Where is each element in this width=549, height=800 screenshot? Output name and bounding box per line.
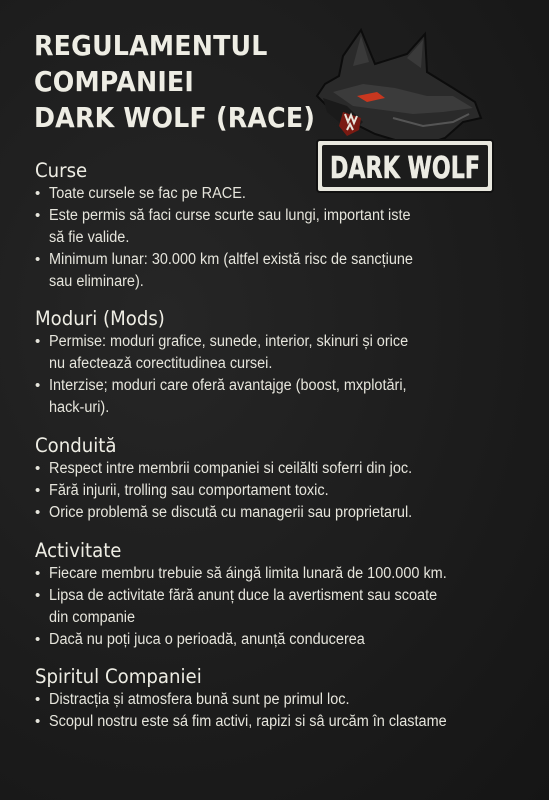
title-line-1: REGULAMENTUL [34,30,268,62]
list-item: • Fără injurii, trolling sau comportament toxic. [35,480,530,502]
list-item-text: Dacă nu poți juca o perioadă, anunță conducerea [49,631,365,648]
list-item: • Orice problemă se discută cu managerii sau proprietarul. [35,502,530,524]
list-item: • Fiecare membru trebuie să áingă limita lunară de 100.000 km. [35,563,530,585]
list-item-text: Distracția și atmosfera bună sunt pe primul loc. [49,691,350,708]
section-heading: Curse [35,159,88,182]
list-item: • Permise: moduri grafice, sunede, interior, skinuri și orice nu afecteazǎ corectitudinea cursei. [35,331,530,375]
list-item-text: Toate cursele se fac pe RACE. [49,185,246,202]
list-item-text: Este permis să faci curse scurte sau lungi, important iste să fie valide. [49,207,411,246]
list-item-text: Permise: moduri grafice, sunede, interior, skinuri și orice nu afecteazǎ corectitudinea cursei. [49,333,409,372]
section-mods [35,306,530,419]
list-item: • Interzise; moduri care oferă avantajge (boost, mxplotări, hack-uri). [35,375,530,419]
list-item-text: Scopul nostru este sá fim activi, rapizi si sâ urcăm în clastame [49,713,447,730]
section-curse [35,158,530,293]
title-line-3: DARK WOLF (RACE) [34,102,316,134]
list-item-text: Orice problemă se discută cu managerii sau proprietarul. [49,504,413,521]
section-conduita [35,433,530,524]
list-item-text: Interzise; moduri care oferă avantajge (boost, mxplotări, hack-uri). [49,377,407,416]
list-item-text: Fiecare membru trebuie să áingă limita lunară de 100.000 km. [49,565,447,582]
list-item-text: Lipsa de activitate fără anunț duce la avertisment sau scoate din companie [49,587,438,626]
section-heading: Activitate [35,539,122,562]
list-item-text: Respect intre membrii companiei si ceilălti soferri din joc. [49,460,413,477]
section-activitate [35,538,530,651]
list-item: • Scopul nostru este sá fim activi, rapizi si sâ urcăm în clastame [35,711,530,733]
list-item: • Distracția și atmosfera bună sunt pe primul loc. [35,689,530,711]
list-item-text: Minimum lunar: 30.000 km (altfel există risc de sancțiune sau eliminare). [49,251,413,290]
title-line-2: COMPANIEI [34,66,194,98]
section-heading: Moduri (Mods) [35,307,165,330]
section-spiritul-companiei [35,664,530,733]
logo-text: DARK WOLF [330,151,480,186]
page-title [34,28,316,136]
section-heading: Conduită [35,434,117,457]
list-item: • Este permis să faci curse scurte sau lungi, important iste să fie valide. [35,205,530,249]
list-item-text: Fără injurii, trolling sau comportament toxic. [49,482,329,499]
list-item: • Lipsa de activitate fără anunț duce la avertisment sau scoate din companie [35,585,530,629]
list-item: • Dacă nu poți juca o perioadă, anunță conducerea [35,629,530,651]
list-item: • Toate cursele se fac pe RACE. [35,183,530,205]
list-item: • Respect intre membrii companiei si ceilălti soferri din joc. [35,458,530,480]
list-item: • Minimum lunar: 30.000 km (altfel există risc de sancțiune sau eliminare). [35,249,530,293]
section-heading: Spiritul Companiei [35,665,202,688]
rules-content [35,156,530,733]
